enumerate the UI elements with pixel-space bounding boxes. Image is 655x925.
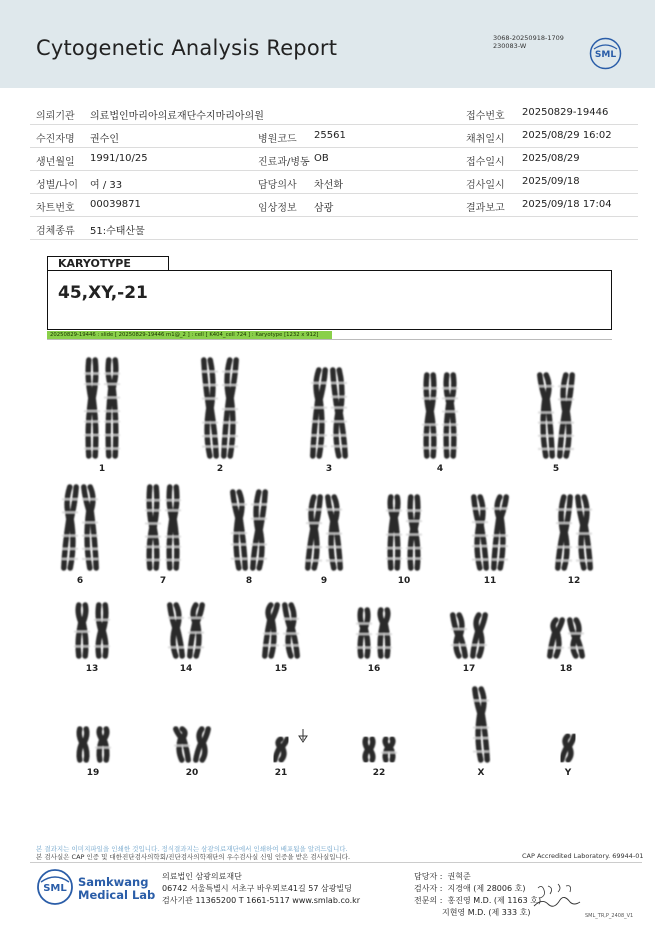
chromosome-pair-15 — [259, 603, 303, 662]
sml-logo-icon — [589, 37, 622, 70]
chromosome-pair-11 — [468, 495, 512, 574]
label-sex-age: 성별/나이 — [36, 180, 79, 191]
signatory-specialist-1: 전문의 : 홍진영 M.D. (제 1163 호) — [414, 896, 542, 905]
value-test-date: 2025/09/18 — [522, 176, 580, 187]
chromosome-label: 7 — [159, 576, 167, 586]
chromosome-pair-4 — [418, 373, 462, 462]
chromosome-label: 15 — [274, 664, 288, 674]
report-title: Cytogenetic Analysis Report — [36, 36, 338, 60]
karyotype-result-box — [47, 270, 612, 330]
chromosome-pair-12 — [552, 495, 596, 574]
sml-logo-text: SML — [594, 50, 617, 60]
arrow-down-icon — [297, 728, 309, 744]
chromosome-label: 10 — [397, 576, 411, 586]
signatory-tester: 검사자 : 지경애 (제 28006 호) — [414, 884, 526, 893]
institution-contact: 검사기관 11365200 T 1661-5117 www.smlab.co.kr — [162, 896, 361, 905]
label-department: 진료과/병동 — [258, 157, 310, 168]
value-doctor: 차선화 — [314, 180, 343, 191]
info-row — [30, 171, 638, 194]
label-hospital-code: 병원코드 — [258, 134, 297, 145]
info-row — [30, 102, 638, 125]
footer-note-print: 본 결과지는 이미지파일을 인쇄한 것입니다. 정식결과지는 삼광의료재단에서 인쇄하여 배포됨을 알려드립니다. — [36, 845, 348, 853]
form-code: SML_TR,P_2408_V1 — [585, 913, 634, 919]
chromosome-label: 16 — [367, 664, 381, 674]
value-report-date: 2025/09/18 17:04 — [522, 199, 612, 210]
footer-note-accreditation: 본 검사실은 CAP 인증 및 대한진단검사의학회/진단검사의학재단의 우수검사실 신임 인증을 받은 검사실입니다. — [36, 853, 351, 861]
chromosome-pair-13 — [70, 603, 114, 662]
handwritten-signature-icon — [530, 880, 590, 912]
chromosome-label: 21 — [274, 768, 288, 778]
chromosome-label: 3 — [325, 464, 333, 474]
value-sex-age: 여 / 33 — [90, 180, 123, 191]
chromosome-label: 20 — [185, 768, 199, 778]
chromosome-pair-10 — [382, 495, 426, 574]
chromosome-label: 19 — [86, 768, 100, 778]
chromosome-label: 4 — [436, 464, 444, 474]
label-doctor: 담당의사 — [258, 180, 297, 191]
value-received-date: 2025/08/29 — [522, 153, 580, 164]
document-id-line1: 3068-20250918-1709 — [493, 34, 564, 42]
chromosome-label: Y — [564, 768, 572, 778]
chromosome-pair-1 — [80, 358, 124, 462]
info-row — [30, 194, 638, 217]
label-birth-date: 생년월일 — [36, 157, 75, 168]
footer-logo-text: SML — [43, 883, 67, 894]
cap-accreditation: CAP Accredited Laboratory. 69944-01 — [522, 852, 644, 860]
brand-line1: Samkwang — [78, 875, 149, 889]
value-requesting-institution: 의료법인마리아의료재단수지마리아의원 — [90, 111, 264, 122]
chromosome-label: 14 — [179, 664, 193, 674]
institution-info — [162, 871, 360, 907]
samkwang-logo-icon — [36, 868, 74, 906]
value-collection-date: 2025/08/29 16:02 — [522, 130, 612, 141]
divider — [30, 862, 642, 863]
report-header — [0, 0, 655, 88]
document-id-line2: 230083-W — [493, 42, 527, 50]
info-row — [30, 217, 638, 240]
label-accession-number: 접수번호 — [466, 111, 505, 122]
chromosome-pair-8 — [227, 490, 271, 574]
chromosome-label: 1 — [98, 464, 106, 474]
label-specimen-type: 검체종류 — [36, 226, 75, 237]
info-row — [30, 125, 638, 148]
chromosome-pair-16 — [352, 608, 396, 662]
label-collection-date: 채취일시 — [466, 134, 505, 145]
chromosome-pair-2 — [198, 358, 242, 462]
chromosome-label: 22 — [372, 768, 386, 778]
chromosome-pair-X — [469, 687, 493, 766]
chromosome-pair-6 — [58, 485, 102, 574]
document-id — [493, 34, 564, 50]
chromosome-pair-3 — [307, 368, 351, 462]
chromosome-pair-20 — [170, 727, 214, 766]
value-chart-number: 00039871 — [90, 199, 141, 210]
karyotype-result: 45,XY,-21 — [58, 283, 148, 303]
karyotype-tab: KARYOTYPE — [47, 256, 169, 271]
label-chart-number: 차트번호 — [36, 203, 75, 214]
slide-info-strip: 20250829-19446 : slide [ 20250829-19446 m1@_2 ] : cell [ K404_cell 724 ] : Karyotype [1232 x 912] — [47, 331, 332, 339]
label-test-date: 검사일시 — [466, 180, 505, 191]
chromosome-label: 18 — [559, 664, 573, 674]
value-clinical-info: 삼광 — [314, 203, 334, 214]
institution-name: 의료법인 삼광의료재단 — [162, 872, 242, 881]
chromosome-label: 8 — [245, 576, 253, 586]
value-hospital-code: 25561 — [314, 130, 346, 141]
institution-address: 06742 서울특별시 서초구 바우뫼로41길 57 삼광빌딩 — [162, 884, 352, 893]
signatories — [414, 871, 541, 919]
value-patient-name: 권수인 — [90, 134, 119, 145]
chromosome-pair-7 — [141, 485, 185, 574]
chromosome-label: 12 — [567, 576, 581, 586]
chromosome-pair-Y — [556, 734, 580, 766]
chromosome-label: 17 — [462, 664, 476, 674]
chromosome-label: 6 — [76, 576, 84, 586]
value-birth-date: 1991/10/25 — [90, 153, 148, 164]
chromosome-label: 2 — [216, 464, 224, 474]
value-accession-number: 20250829-19446 — [522, 107, 609, 118]
signatory-specialist-2: 지현영 M.D. (제 333 호) — [414, 908, 531, 917]
chromosome-pair-22 — [357, 737, 401, 766]
chromosome-label: 11 — [483, 576, 497, 586]
info-row — [30, 148, 638, 171]
value-department: OB — [314, 153, 329, 164]
label-patient-name: 수진자명 — [36, 134, 75, 145]
chromosome-label: X — [477, 768, 485, 778]
label-clinical-info: 임상정보 — [258, 203, 297, 214]
chromosome-pair-18 — [544, 618, 588, 662]
chromosome-label: 13 — [85, 664, 99, 674]
chromosome-pair-5 — [534, 373, 578, 462]
label-received-date: 접수일시 — [466, 157, 505, 168]
chromosome-pair-21 — [269, 737, 293, 766]
value-specimen-type: 51:수태산물 — [90, 226, 145, 237]
chromosome-pair-14 — [164, 603, 208, 662]
label-requesting-institution: 의뢰기관 — [36, 111, 75, 122]
chromosome-pair-17 — [447, 613, 491, 662]
signatory-manager: 담당자 : 권혁준 — [414, 872, 471, 881]
brand-line2: Medical Lab — [78, 888, 156, 902]
chromosome-pair-9 — [302, 495, 346, 574]
chromosome-label: 9 — [320, 576, 328, 586]
chromosome-pair-19 — [71, 727, 115, 766]
chromosome-label: 5 — [552, 464, 560, 474]
karyogram — [0, 345, 655, 785]
label-report-date: 결과보고 — [466, 203, 505, 214]
divider — [47, 339, 612, 340]
brand-name — [78, 876, 155, 902]
